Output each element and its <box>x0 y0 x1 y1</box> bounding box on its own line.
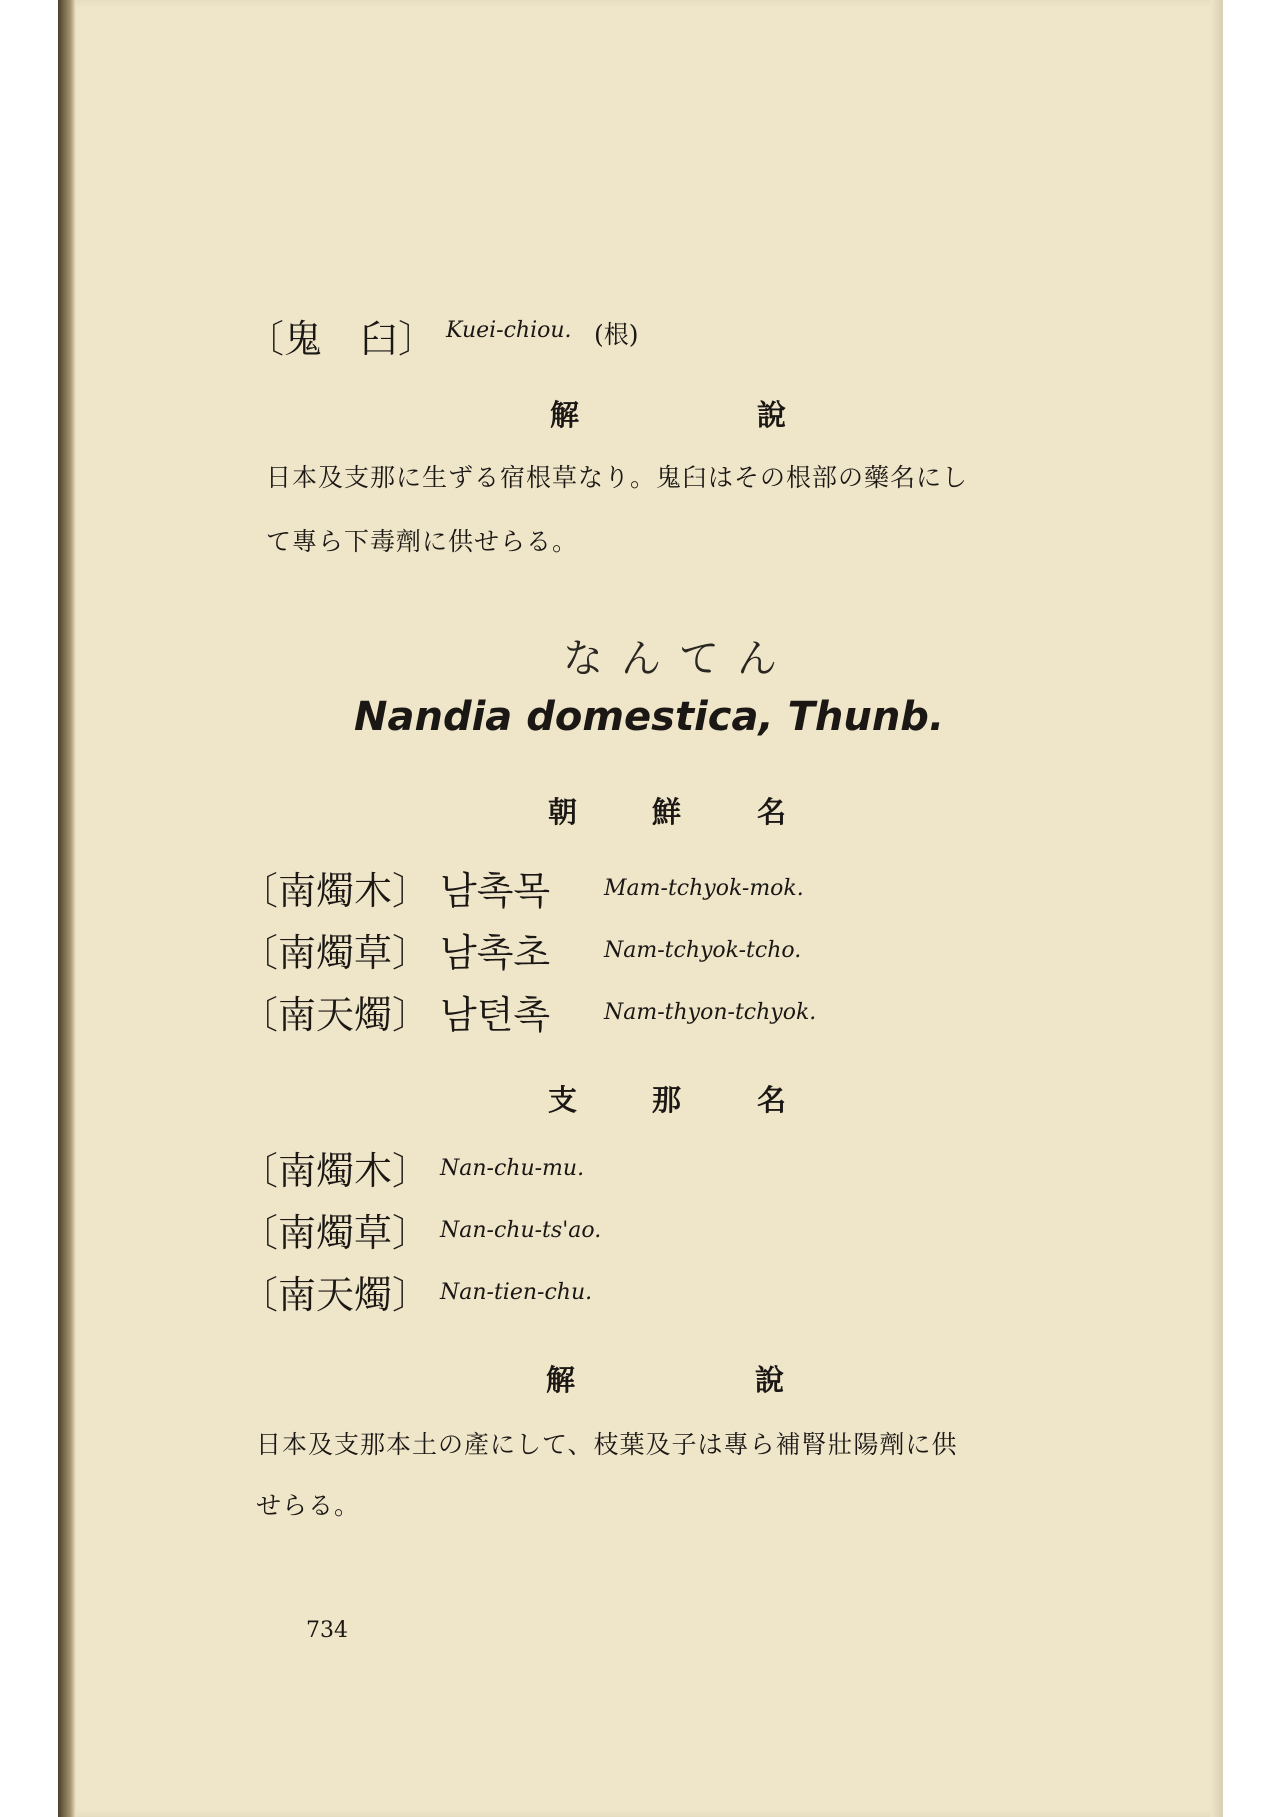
section1-heading-left: 解 <box>550 398 582 432</box>
chinese-name-2: 〔南燭草〕 <box>240 1211 431 1255</box>
section1-line-1: 日本及支那に生ずる宿根草なり。鬼臼はその根部の藥名にし <box>266 463 969 492</box>
korean-names-heading-2: 鮮 <box>652 795 684 829</box>
entry-heading-name: 〔鬼 臼〕 <box>246 317 437 361</box>
korean-name-2: 〔南燭草〕 <box>240 931 431 975</box>
korean-romanization-3: Nam-thyon-tchyok. <box>604 1000 817 1025</box>
korean-names-heading-1: 朝 <box>548 795 580 829</box>
book-spine-shadow <box>58 0 76 1817</box>
book-page <box>58 0 1223 1817</box>
chinese-name-3: 〔南天燭〕 <box>240 1273 431 1317</box>
chinese-romanization-3: Nan-tien-chu. <box>440 1280 593 1305</box>
chinese-names-heading-1: 支 <box>548 1083 580 1117</box>
chinese-romanization-1: Nan-chu-mu. <box>440 1156 585 1181</box>
korean-romanization-2: Nam-tchyok-tcho. <box>604 938 802 963</box>
korean-romanization-1: Mam-tchyok-mok. <box>604 876 804 901</box>
korean-hangul-2: 남촉초 <box>440 931 551 975</box>
chinese-romanization-2: Nan-chu-ts'ao. <box>440 1218 602 1243</box>
korean-hangul-1: 남촉목 <box>440 869 551 913</box>
chinese-name-1: 〔南燭木〕 <box>240 1149 431 1193</box>
page-number: 734 <box>306 1618 348 1643</box>
plant-kana-name: なんてん <box>563 636 795 682</box>
korean-name-1: 〔南燭木〕 <box>240 869 431 913</box>
page-right-edge <box>1210 0 1223 1817</box>
entry-heading-romanization: Kuei-chiou. <box>446 318 572 343</box>
section2-line-1: 日本及支那本土の產にして、枝葉及子は專ら補腎壯陽劑に供 <box>256 1430 958 1459</box>
chinese-names-heading-3: 名 <box>757 1083 789 1117</box>
section1-line-2: て專ら下毒劑に供せらる。 <box>266 527 579 556</box>
section2-line-2: せらる。 <box>256 1491 361 1520</box>
korean-hangul-3: 남텬촉 <box>440 993 551 1037</box>
section2-heading-right: 說 <box>755 1363 787 1397</box>
section1-heading-right: 說 <box>757 398 789 432</box>
section2-heading-left: 解 <box>546 1363 578 1397</box>
entry-heading-part: (根) <box>594 320 639 349</box>
plant-scientific-name: Nandia domestica, Thunb. <box>354 694 945 740</box>
korean-name-3: 〔南天燭〕 <box>240 993 431 1037</box>
korean-names-heading-3: 名 <box>757 795 789 829</box>
chinese-names-heading-2: 那 <box>652 1083 684 1117</box>
